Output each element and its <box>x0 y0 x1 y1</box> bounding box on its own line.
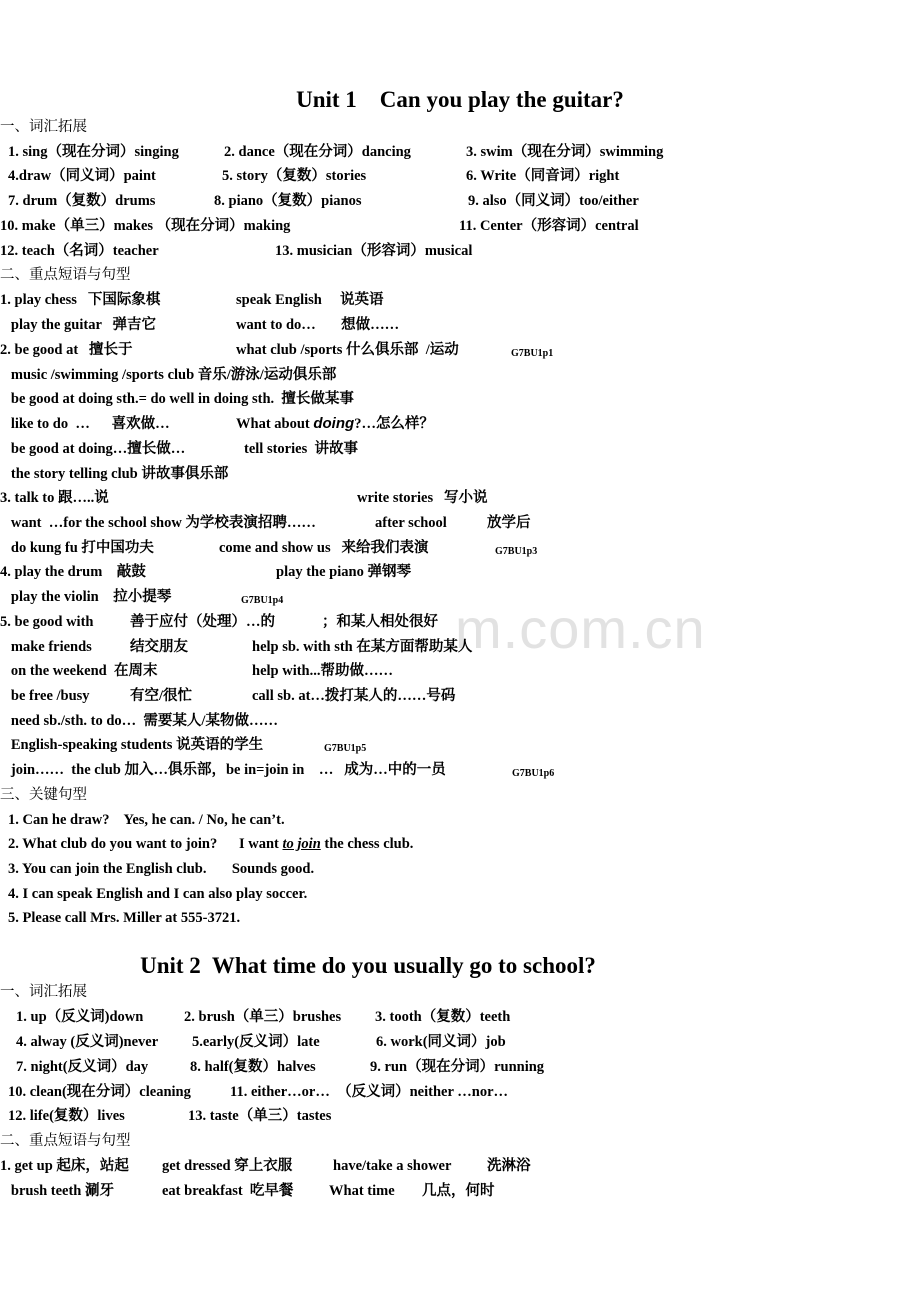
phrase: 5. be good with <box>0 614 94 630</box>
vocab-item: 12. teach（名词）teacher <box>0 243 159 259</box>
phrase-row <box>0 290 920 310</box>
phrase-row <box>0 760 920 780</box>
vocab-item: 2. brush（单三）brushes <box>184 1009 342 1025</box>
unit2-title: Unit 2 What time do you usually go to school? <box>140 953 596 978</box>
phrase-row <box>0 711 920 731</box>
unit2-vocab-row <box>0 1057 920 1077</box>
vocab-item: 12. life(复数）lives <box>8 1108 125 1124</box>
phrase-row <box>0 488 920 508</box>
phrase: the story telling club 讲故事俱乐部 <box>0 466 229 482</box>
unit1-section-sentences-heading: 三、关键句型 <box>0 787 87 803</box>
phrase: need sb./sth. to do… 需要某人/某物做…… <box>0 713 278 729</box>
sentence-emphasis: to join <box>282 836 321 852</box>
page-reference: G7BU1p4 <box>241 595 284 606</box>
vocab-item: 7. drum（复数）drums <box>8 193 156 209</box>
phrase: play the piano 弹钢琴 <box>276 564 411 580</box>
phrase: tell stories 讲故事 <box>244 441 358 457</box>
phrase: What about <box>236 416 314 432</box>
phrase: come and show us 来给我们表演 <box>219 540 429 556</box>
phrase-row <box>0 562 920 582</box>
key-sentence: 1. Can he draw? Yes, he can. / No, he can’t. <box>8 812 285 828</box>
key-sentence: 5. Please call Mrs. Miller at 555-3721. <box>8 910 241 926</box>
phrase: call sb. at…拨打某人的……号码 <box>252 688 456 704</box>
phrase-row <box>0 315 920 335</box>
vocab-item: 3. swim（现在分词）swimming <box>466 144 664 160</box>
phrase: ?…怎么样？ <box>354 416 434 432</box>
phrase: 2. be good at 擅长于 <box>0 342 133 358</box>
vocab-item: 11. Center（形容词）central <box>459 218 639 234</box>
vocab-item: 8. half(复数）halves <box>190 1059 316 1075</box>
phrase-doing: doing <box>313 415 355 432</box>
vocab-item: 5. story（复数）stories <box>222 168 367 184</box>
phrase-row <box>0 587 920 607</box>
phrase: 1. play chess 下国际象棋 <box>0 292 161 308</box>
phrase-row <box>0 612 920 632</box>
vocab-item: 4.draw（同义词）paint <box>8 168 156 184</box>
phrase: 1. get up 起床，站起 <box>0 1158 129 1174</box>
phrase: English-speaking students 说英语的学生 <box>0 737 264 753</box>
phrase-row <box>0 513 920 533</box>
phrase: like to do … 喜欢做… <box>0 416 170 432</box>
unit2-vocab-row <box>0 1007 920 1027</box>
unit1-vocab-row <box>0 142 920 162</box>
vocab-item: 2. dance（现在分词）dancing <box>224 144 411 160</box>
vocab-item: 9. also（同义词）too/either <box>468 193 639 209</box>
phrase: 3. talk to 跟…..说 <box>0 490 109 506</box>
vocab-item: 8. piano（复数）pianos <box>214 193 362 209</box>
sentence-part: the chess club. <box>320 836 414 852</box>
phrase: want …for the school show 为学校表演招聘…… <box>0 515 316 531</box>
phrase: help sb. with sth 在某方面帮助某人 <box>252 639 473 655</box>
vocab-item: 4. alway (反义词)never <box>16 1034 159 1050</box>
phrase: have/take a shower <box>333 1158 452 1174</box>
vocab-item: 5.early(反义词）late <box>192 1034 320 1050</box>
unit1-title: Unit 1 Can you play the guitar? <box>296 87 624 112</box>
phrase: 洗淋浴 <box>487 1158 531 1174</box>
key-sentence <box>8 834 413 854</box>
vocab-item: 13. musician（形容词）musical <box>275 243 473 259</box>
watermark: m.com.cn <box>455 597 706 660</box>
phrase: be good at doing sth.= do well in doing sth. 擅长做某事 <box>0 391 354 407</box>
vocab-item: 1. sing（现在分词）singing <box>8 144 179 160</box>
vocab-item: 7. night(反义词）day <box>16 1059 149 1075</box>
unit1-vocab-row <box>0 166 920 186</box>
phrase: 善于应付（处理）…的 <box>130 614 275 630</box>
phrase: be free /busy <box>0 688 90 704</box>
unit1-vocab-row <box>0 191 920 211</box>
unit2-vocab-row <box>0 1082 920 1102</box>
page-reference: G7BU1p3 <box>495 546 538 557</box>
unit2-vocab-row <box>0 1032 920 1052</box>
phrase: eat breakfast 吃早餐 <box>162 1183 294 1199</box>
phrase: brush teeth 涮牙 <box>0 1183 114 1199</box>
phrase-row <box>0 637 920 657</box>
phrase: join…… the club 加入…俱乐部，be in=join in … 成为…中的一员 <box>0 762 446 778</box>
vocab-item: 13. taste（单三）tastes <box>188 1108 332 1124</box>
phrase: on the weekend 在周末 <box>0 663 158 679</box>
phrase: write stories 写小说 <box>357 490 488 506</box>
unit2-section-phrases-heading: 二、重点短语与句型 <box>0 1133 131 1149</box>
phrase: after school <box>375 515 447 531</box>
phrase: want to do… 想做…… <box>236 317 400 333</box>
phrase-row <box>0 1156 920 1176</box>
vocab-item: 9. run（现在分词）running <box>370 1059 545 1075</box>
phrase: ；和某人相处很好 <box>322 614 438 630</box>
key-sentence: 4. I can speak English and I can also play soccer. <box>8 886 308 902</box>
page-reference: G7BU1p6 <box>512 768 555 779</box>
vocab-item: 1. up（反义词)down <box>16 1009 144 1025</box>
phrase: speak English 说英语 <box>236 292 384 308</box>
phrase-row <box>0 365 920 385</box>
key-sentence: 3. You can join the English club. Sounds good. <box>8 861 315 877</box>
phrase: make friends <box>0 639 92 655</box>
phrase: play the guitar 弹吉它 <box>0 317 157 333</box>
phrase: get dressed 穿上衣服 <box>162 1158 293 1174</box>
phrase: 几点，何时 <box>422 1183 495 1199</box>
phrase-row <box>0 538 920 558</box>
vocab-item: 11. either…or… （反义词）neither …nor… <box>230 1084 509 1100</box>
phrase: 4. play the drum 敲鼓 <box>0 564 146 580</box>
sentence-part: 2. What club do you want to join? I want <box>8 836 283 852</box>
vocab-item: 3. tooth（复数）teeth <box>375 1009 511 1025</box>
phrase-row <box>0 686 920 706</box>
phrase: be good at doing…擅长做… <box>0 441 186 457</box>
phrase-row <box>0 389 920 409</box>
phrase: 有空/很忙 <box>130 688 193 704</box>
page-reference: G7BU1p5 <box>324 743 367 754</box>
unit1-section-phrases-heading: 二、重点短语与句型 <box>0 267 131 283</box>
page-reference: G7BU1p1 <box>511 348 554 359</box>
phrase: music /swimming /sports club 音乐/游泳/运动俱乐部 <box>0 367 337 383</box>
unit2-section-vocab-heading: 一、词汇拓展 <box>0 984 87 1000</box>
phrase: do kung fu 打中国功夫 <box>0 540 154 556</box>
phrase: 放学后 <box>487 515 531 531</box>
phrase: what club /sports 什么俱乐部 /运动 <box>236 342 459 358</box>
phrase-row <box>0 439 920 459</box>
phrase-row <box>0 735 920 755</box>
vocab-item: 6. work(同义词）job <box>376 1034 506 1050</box>
phrase-row <box>0 1181 920 1201</box>
phrase: What time <box>329 1183 395 1199</box>
vocab-item: 6. Write（同音词）right <box>466 168 620 184</box>
phrase-row <box>0 464 920 484</box>
unit1-vocab-row <box>0 241 920 261</box>
vocab-item: 10. clean(现在分词）cleaning <box>8 1084 191 1100</box>
phrase-row <box>0 340 920 360</box>
unit1-section-vocab-heading: 一、词汇拓展 <box>0 119 87 135</box>
unit1-vocab-row <box>0 216 920 236</box>
phrase-what-about <box>236 414 434 434</box>
vocab-item: 10. make（单三）makes （现在分词）making <box>0 218 291 234</box>
phrase-row <box>0 414 920 434</box>
phrase-row <box>0 661 920 681</box>
unit2-vocab-row <box>0 1106 920 1126</box>
phrase: play the violin 拉小提琴 <box>0 589 172 605</box>
phrase: help with...帮助做…… <box>252 663 393 679</box>
phrase: 结交朋友 <box>130 639 188 655</box>
